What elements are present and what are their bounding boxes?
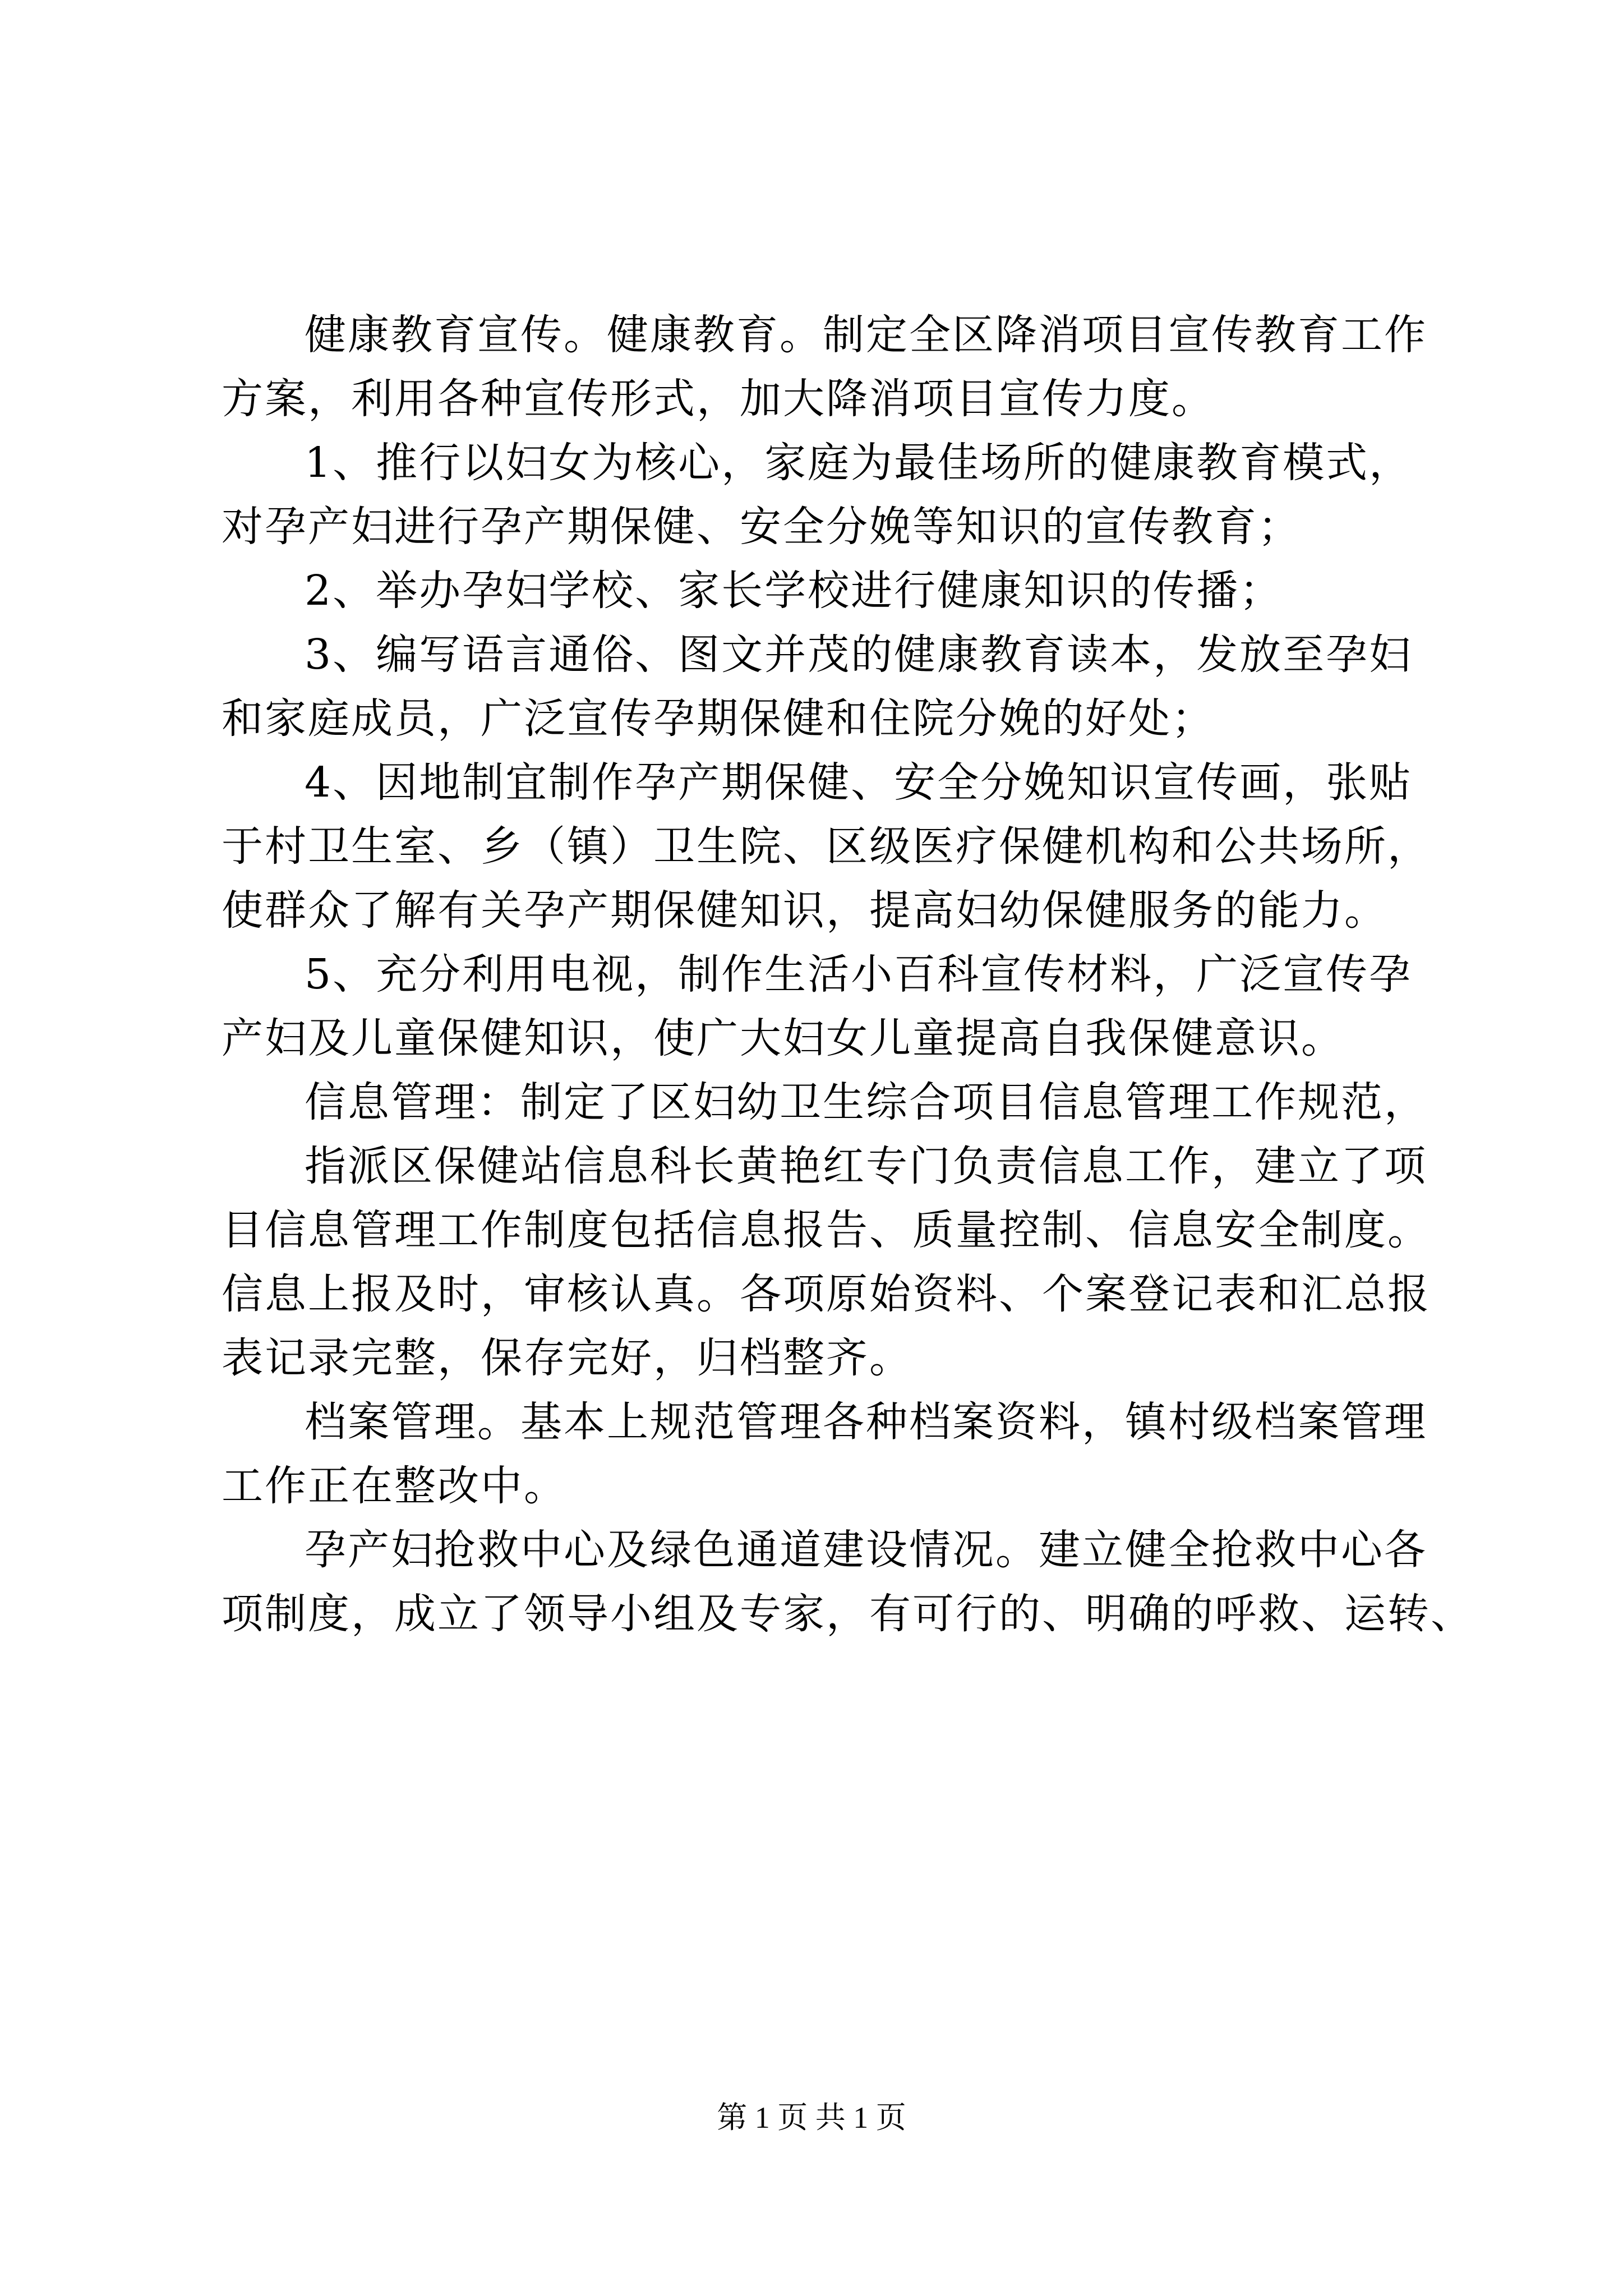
paragraph-health-education-line-2: 方案，利用各种宣传形式，加大降消项目宣传力度。 bbox=[222, 375, 1215, 423]
paragraph-info-management-line-4: 信息上报及时，审核认真。各项原始资料、个案登记表和汇总报 bbox=[222, 1270, 1431, 1318]
paragraph-info-management-line-1: 信息管理：制定了区妇幼卫生综合项目信息管理工作规范， bbox=[305, 1078, 1427, 1126]
list-item-5-line-2: 产妇及儿童保健知识，使广大妇女儿童提高自我保健意识。 bbox=[222, 1014, 1344, 1062]
page-footer bbox=[0, 2098, 1623, 2137]
paragraph-info-management-line-5: 表记录完整，保存完好，归档整齐。 bbox=[222, 1334, 912, 1382]
paragraph-info-management-line-2: 指派区保健站信息科长黄艳红专门负责信息工作，建立了项 bbox=[305, 1142, 1427, 1190]
paragraph-info-management-line-3: 目信息管理工作制度包括信息报告、质量控制、信息安全制度。 bbox=[222, 1206, 1431, 1254]
list-item-5-line-1: 5、充分利用电视，制作生活小百科宣传材料，广泛宣传孕 bbox=[305, 950, 1413, 999]
paragraph-rescue-center-line-2: 项制度，成立了领导小组及专家，有可行的、明确的呼救、运转、 bbox=[222, 1590, 1474, 1638]
paragraph-archive-management-line-1: 档案管理。基本上规范管理各种档案资料，镇村级档案管理 bbox=[305, 1398, 1427, 1446]
list-item-1-line-1: 1、推行以妇女为核心，家庭为最佳场所的健康教育模式， bbox=[305, 439, 1413, 487]
list-item-1-line-2: 对孕产妇进行孕产期保健、安全分娩等知识的宣传教育； bbox=[222, 503, 1301, 551]
list-item-3-line-2: 和家庭成员，广泛宣传孕期保健和住院分娩的好处； bbox=[222, 694, 1215, 743]
list-item-3-line-1: 3、编写语言通俗、图文并茂的健康教育读本，发放至孕妇 bbox=[305, 631, 1413, 679]
list-item-4-line-2: 于村卫生室、乡（镇）卫生院、区级医疗保健机构和公共场所， bbox=[222, 822, 1431, 871]
document-body bbox=[222, 303, 1474, 1646]
list-item-4-line-3: 使群众了解有关孕产期保健知识，提高妇幼保健服务的能力。 bbox=[222, 886, 1387, 935]
list-item-2-line-1: 2、举办孕妇学校、家长学校进行健康知识的传播； bbox=[305, 567, 1283, 615]
list-item-4-line-1: 4、因地制宜制作孕产期保健、安全分娩知识宣传画，张贴 bbox=[305, 758, 1413, 807]
paragraph-archive-management-line-2: 工作正在整改中。 bbox=[222, 1462, 567, 1510]
paragraph-health-education-line-1: 健康教育宣传。健康教育。制定全区降消项目宣传教育工作 bbox=[305, 311, 1427, 359]
page-number-label: 第 1 页 共 1 页 bbox=[717, 2101, 906, 2134]
paragraph-rescue-center-line-1: 孕产妇抢救中心及绿色通道建设情况。建立健全抢救中心各 bbox=[305, 1526, 1427, 1574]
